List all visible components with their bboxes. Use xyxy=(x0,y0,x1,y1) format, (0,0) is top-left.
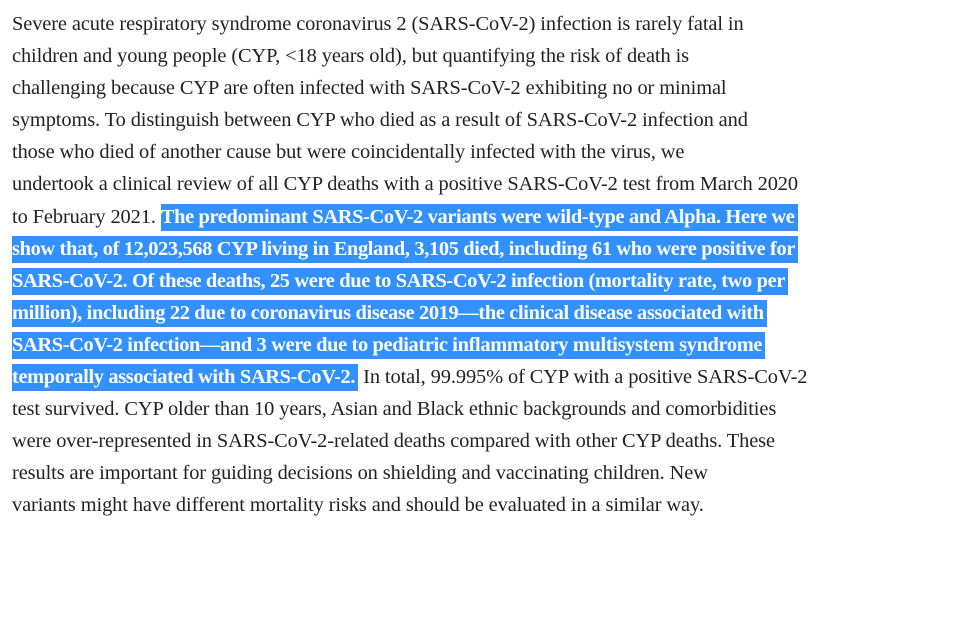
text-line: Severe acute respiratory syndrome coronavirus 2 (SARS-CoV-2) infection is rarely fatal in xyxy=(12,13,744,35)
text-line xyxy=(12,233,953,265)
text-line xyxy=(12,361,953,393)
text-line: symptoms. To distinguish between CYP who died as a result of SARS-CoV-2 infection and xyxy=(12,109,748,132)
selected-text[interactable]: SARS-CoV-2 infection—and 3 were due to pediatric inflammatory multisystem syndrome xyxy=(12,332,765,359)
selected-text[interactable]: temporally associated with SARS-CoV-2. xyxy=(12,364,358,391)
text-line: were over-represented in SARS-CoV-2-related deaths compared with other CYP deaths. These xyxy=(12,430,775,453)
text-line: challenging because CYP are often infected with SARS-CoV-2 exhibiting no or minimal xyxy=(12,77,727,100)
selected-text[interactable]: The predominant SARS-CoV-2 variants were wild-type and Alpha. Here we xyxy=(161,204,798,231)
text-line: those who died of another cause but were coincidentally infected with the virus, we xyxy=(12,141,685,164)
text-line: variants might have different mortality risks and should be evaluated in a similar way. xyxy=(12,494,704,517)
text-line xyxy=(12,201,953,233)
plain-text: to February 2021. xyxy=(12,205,161,228)
selected-text[interactable]: SARS-CoV-2. Of these deaths, 25 were due to SARS-CoV-2 infection (mortality rate, two per xyxy=(12,268,788,295)
text-line: results are important for guiding decisions on shielding and vaccinating children. New xyxy=(12,462,708,485)
text-line: undertook a clinical review of all CYP deaths with a positive SARS-CoV-2 test from March 2020 xyxy=(12,173,798,196)
text-line: children and young people (CYP, <18 years old), but quantifying the risk of death is xyxy=(12,45,689,68)
selected-text[interactable]: million), including 22 due to coronavirus disease 2019—the clinical disease associated with xyxy=(12,300,767,327)
text-line xyxy=(12,297,953,329)
selected-text[interactable]: show that, of 12,023,568 CYP living in England, 3,105 died, including 61 who were positive for xyxy=(12,236,798,263)
plain-text: In total, 99.995% of CYP with a positive SARS-CoV-2 xyxy=(358,366,808,389)
text-line xyxy=(12,329,953,361)
text-line xyxy=(12,265,953,297)
text-line: test survived. CYP older than 10 years, Asian and Black ethnic backgrounds and comorbidities xyxy=(12,398,777,421)
